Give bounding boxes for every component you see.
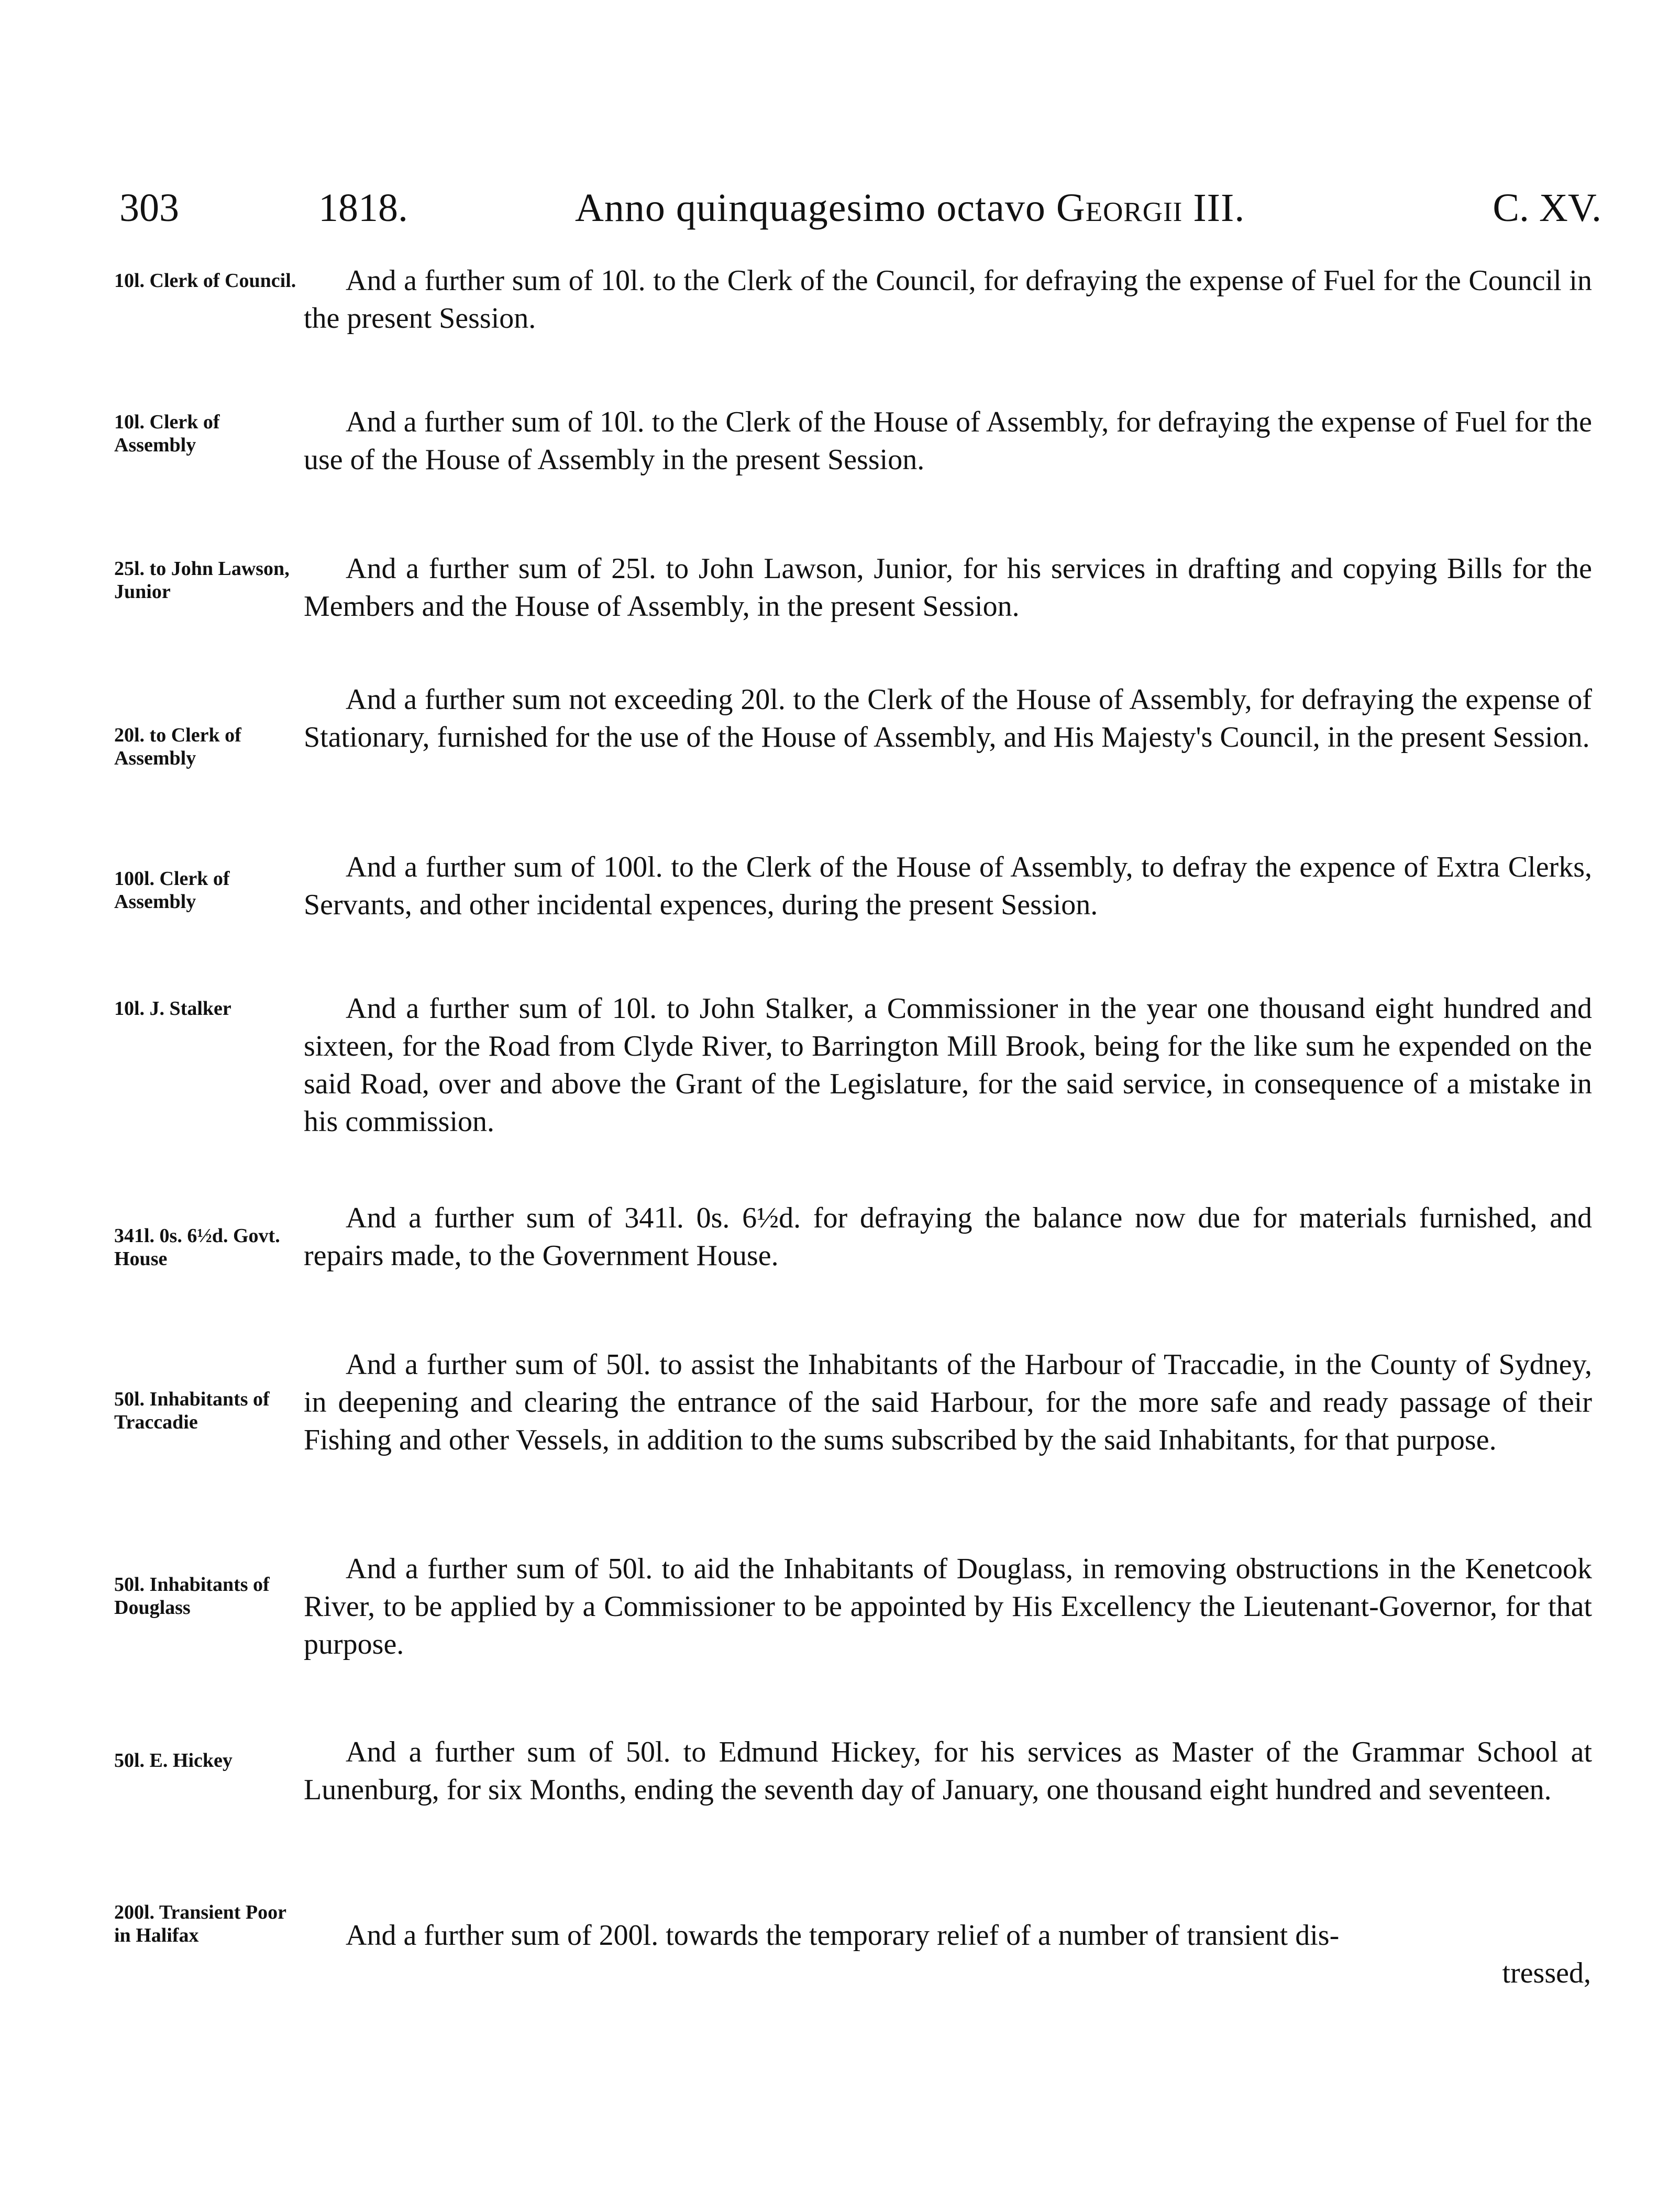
- entry-text: And a further sum of 25l. to John Lawson, Junior, for his services in drafting and copying Bills for the Members and the House of Assembly, in the present Session.: [304, 552, 1592, 623]
- margin-note: 25l. to John Lawson, Junior: [114, 558, 290, 603]
- margin-note: 50l. E. Hickey: [114, 1750, 233, 1772]
- chapter-number: C. XV.: [1493, 186, 1601, 230]
- margin-note: 200l. Transient Poor in Halifax: [114, 1901, 286, 1946]
- catchword: tressed,: [1502, 1957, 1591, 1989]
- margin-note: 50l. Inhabitants of Traccadie: [114, 1388, 270, 1433]
- entry-text: And a further sum of 100l. to the Clerk of the House of Assembly, to defray the expence of Extra Clerks, Servants, and other incidental expences, during the present Session.: [304, 851, 1592, 921]
- entry-text: And a further sum of 50l. to Edmund Hickey, for his services as Master of the Grammar School at Lunenburg, for six Months, ending the seventh day of January, one thousand eight hundred and seventeen.: [304, 1736, 1592, 1806]
- margin-note: 50l. Inhabitants of Douglass: [114, 1574, 270, 1619]
- entry-text: And a further sum of 341l. 0s. 6½d. for defraying the balance now due for materials furnished, and repairs made, to the Government House.: [304, 1202, 1592, 1272]
- page-number: 303: [119, 186, 179, 230]
- margin-note: 341l. 0s. 6½d. Govt. House: [114, 1225, 280, 1270]
- margin-note: 10l. J. Stalker: [114, 998, 231, 1020]
- margin-note: 10l. Clerk of Council.: [114, 270, 296, 292]
- entry-text: And a further sum of 10l. to the Clerk of the House of Assembly, for defraying the expense of Fuel for the use of the House of Assembly in the present Session.: [304, 406, 1592, 476]
- header-title-prefix: Anno quinquagesimo octavo: [575, 186, 1046, 230]
- margin-note: 20l. to Clerk of Assembly: [114, 724, 241, 769]
- entry-text: And a further sum of 50l. to aid the Inhabitants of Douglass, in removing obstructions in the Kenetcook River, to be applied by a Commissioner to be appointed by His Excellency the Lieutenant-Governor, for that purpose.: [304, 1553, 1592, 1660]
- entry-text: And a further sum of 10l. to the Clerk of the Council, for defraying the expense of Fuel for the Council in the present Session.: [304, 264, 1592, 335]
- header-year: 1818.: [318, 186, 408, 230]
- entry-text: And a further sum of 50l. to assist the Inhabitants of the Harbour of Traccadie, in the County of Sydney, in deepening and clearing the entrance of the said Harbour, for the more safe and ready passage of their Fishing and other Vessels, in addition to the sums subscribed by the said Inhabitants, for that purpose.: [304, 1348, 1592, 1456]
- entry-text: And a further sum of 10l. to John Stalker, a Commissioner in the year one thousand eight hundred and sixteen, for the Road from Clyde River, to Barrington Mill Brook, being for the like sum he expended on the said Road, over and above the Grant of the Legislature, for the said service, in consequence of a mistake in his commission.: [304, 992, 1592, 1138]
- entry-text: And a further sum of 200l. towards the temporary relief of a number of transient dis-: [346, 1919, 1340, 1952]
- entry-text: And a further sum not exceeding 20l. to the Clerk of the House of Assembly, for defraying the expense of Stationary, furnished for the use of the House of Assembly, and His Majesty's Council, in the present Session.: [304, 683, 1592, 754]
- header-title-king: Georgii: [1056, 186, 1183, 230]
- margin-note: 100l. Clerk of Assembly: [114, 868, 230, 913]
- header-title-regnal: III.: [1193, 186, 1245, 230]
- running-header: [119, 184, 1601, 231]
- header-title: [575, 184, 1245, 231]
- margin-note: 10l. Clerk of Assembly: [114, 411, 220, 456]
